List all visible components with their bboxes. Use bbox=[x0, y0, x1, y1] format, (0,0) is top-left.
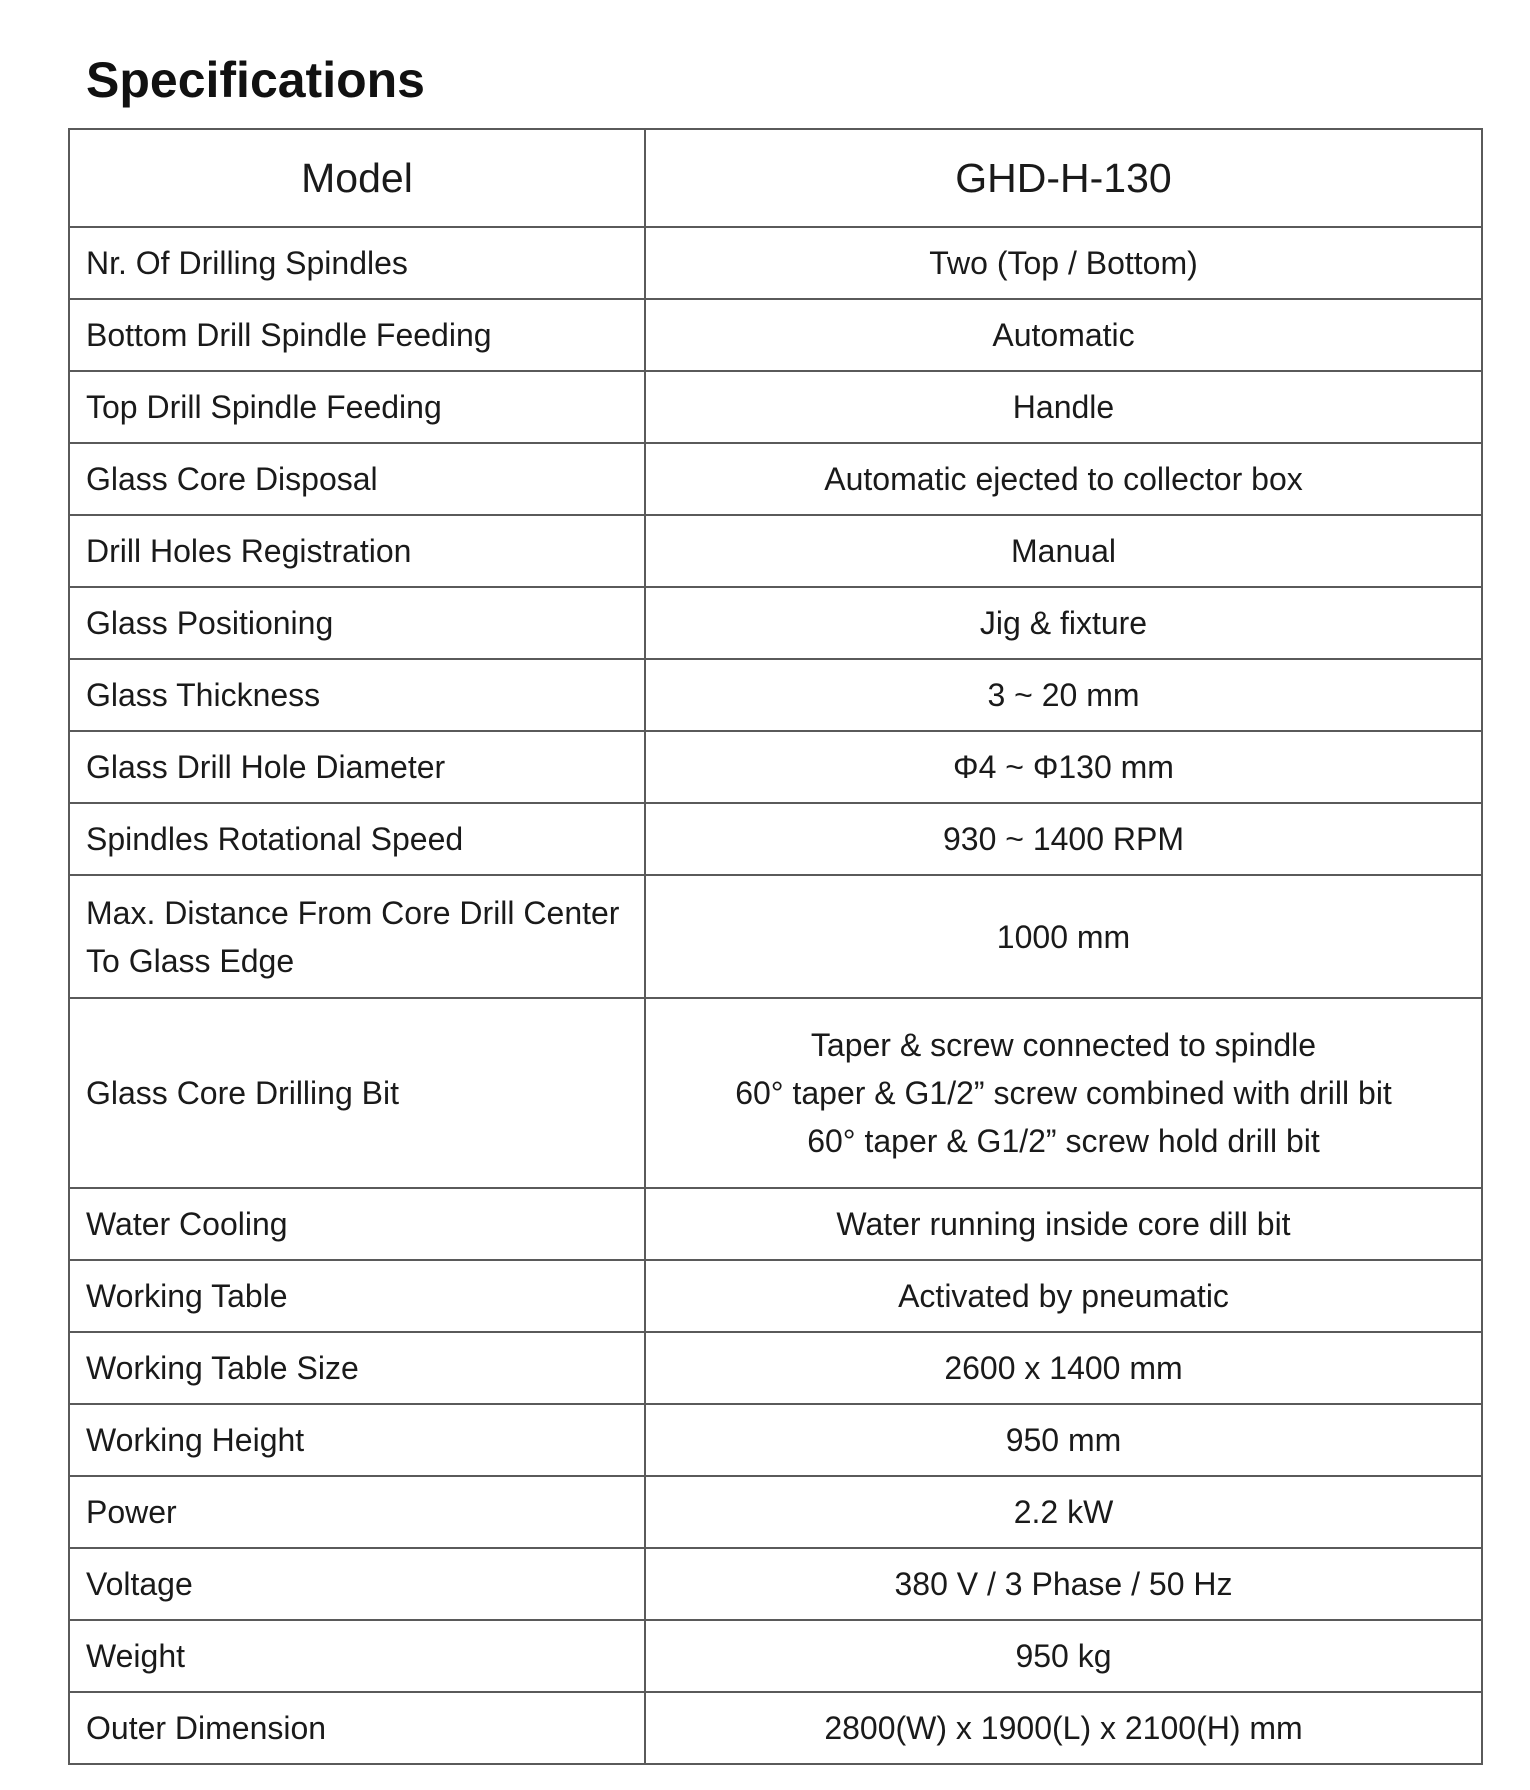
spec-value: Taper & screw connected to spindle 60° taper & G1/2” screw combined with drill bit 60° taper & G1/2” screw hold drill bit bbox=[645, 998, 1482, 1188]
spec-value: 2.2 kW bbox=[645, 1476, 1482, 1548]
spec-label: Working Height bbox=[69, 1404, 645, 1476]
spec-label: Water Cooling bbox=[69, 1188, 645, 1260]
spec-label: Nr. Of Drilling Spindles bbox=[69, 227, 645, 299]
table-row bbox=[69, 731, 1482, 803]
spec-value: 2600 x 1400 mm bbox=[645, 1332, 1482, 1404]
table-row bbox=[69, 1476, 1482, 1548]
header-label: Model bbox=[69, 129, 645, 227]
table-row bbox=[69, 1404, 1482, 1476]
spec-label: Voltage bbox=[69, 1548, 645, 1620]
spec-label: Glass Drill Hole Diameter bbox=[69, 731, 645, 803]
table-row bbox=[69, 1620, 1482, 1692]
spec-value: Two (Top / Bottom) bbox=[645, 227, 1482, 299]
table-row bbox=[69, 299, 1482, 371]
table-row bbox=[69, 371, 1482, 443]
spec-value: Manual bbox=[645, 515, 1482, 587]
spec-value: 1000 mm bbox=[645, 875, 1482, 998]
table-row bbox=[69, 587, 1482, 659]
table-row bbox=[69, 227, 1482, 299]
table-row bbox=[69, 1548, 1482, 1620]
header-value: GHD-H-130 bbox=[645, 129, 1482, 227]
spec-value: 380 V / 3 Phase / 50 Hz bbox=[645, 1548, 1482, 1620]
table-row bbox=[69, 515, 1482, 587]
spec-value: 950 mm bbox=[645, 1404, 1482, 1476]
spec-value: 2800(W) x 1900(L) x 2100(H) mm bbox=[645, 1692, 1482, 1764]
spec-label: Weight bbox=[69, 1620, 645, 1692]
spec-label: Outer Dimension bbox=[69, 1692, 645, 1764]
spec-value: Water running inside core dill bit bbox=[645, 1188, 1482, 1260]
spec-label: Glass Core Disposal bbox=[69, 443, 645, 515]
spec-label: Working Table bbox=[69, 1260, 645, 1332]
spec-label: Glass Positioning bbox=[69, 587, 645, 659]
table-row bbox=[69, 875, 1482, 998]
table-header-row bbox=[69, 129, 1482, 227]
table-row bbox=[69, 1692, 1482, 1764]
spec-label: Drill Holes Registration bbox=[69, 515, 645, 587]
spec-value: Activated by pneumatic bbox=[645, 1260, 1482, 1332]
spec-value: Φ4 ~ Φ130 mm bbox=[645, 731, 1482, 803]
table-row bbox=[69, 1260, 1482, 1332]
table-row bbox=[69, 1332, 1482, 1404]
spec-value: Jig & fixture bbox=[645, 587, 1482, 659]
spec-value: 930 ~ 1400 RPM bbox=[645, 803, 1482, 875]
spec-value: 950 kg bbox=[645, 1620, 1482, 1692]
table-row bbox=[69, 998, 1482, 1188]
spec-label: Bottom Drill Spindle Feeding bbox=[69, 299, 645, 371]
spec-label: Working Table Size bbox=[69, 1332, 645, 1404]
table-row bbox=[69, 443, 1482, 515]
table-row bbox=[69, 803, 1482, 875]
spec-label: Top Drill Spindle Feeding bbox=[69, 371, 645, 443]
spec-label: Spindles Rotational Speed bbox=[69, 803, 645, 875]
spec-value: Handle bbox=[645, 371, 1482, 443]
spec-label: Power bbox=[69, 1476, 645, 1548]
specifications-table bbox=[68, 128, 1483, 1765]
spec-label: Max. Distance From Core Drill Center To Glass Edge bbox=[69, 875, 645, 998]
table-row bbox=[69, 1188, 1482, 1260]
spec-value: 3 ~ 20 mm bbox=[645, 659, 1482, 731]
spec-value: Automatic ejected to collector box bbox=[645, 443, 1482, 515]
page-title: Specifications bbox=[86, 52, 425, 108]
spec-value: Automatic bbox=[645, 299, 1482, 371]
spec-label: Glass Thickness bbox=[69, 659, 645, 731]
table-row bbox=[69, 659, 1482, 731]
spec-label: Glass Core Drilling Bit bbox=[69, 998, 645, 1188]
